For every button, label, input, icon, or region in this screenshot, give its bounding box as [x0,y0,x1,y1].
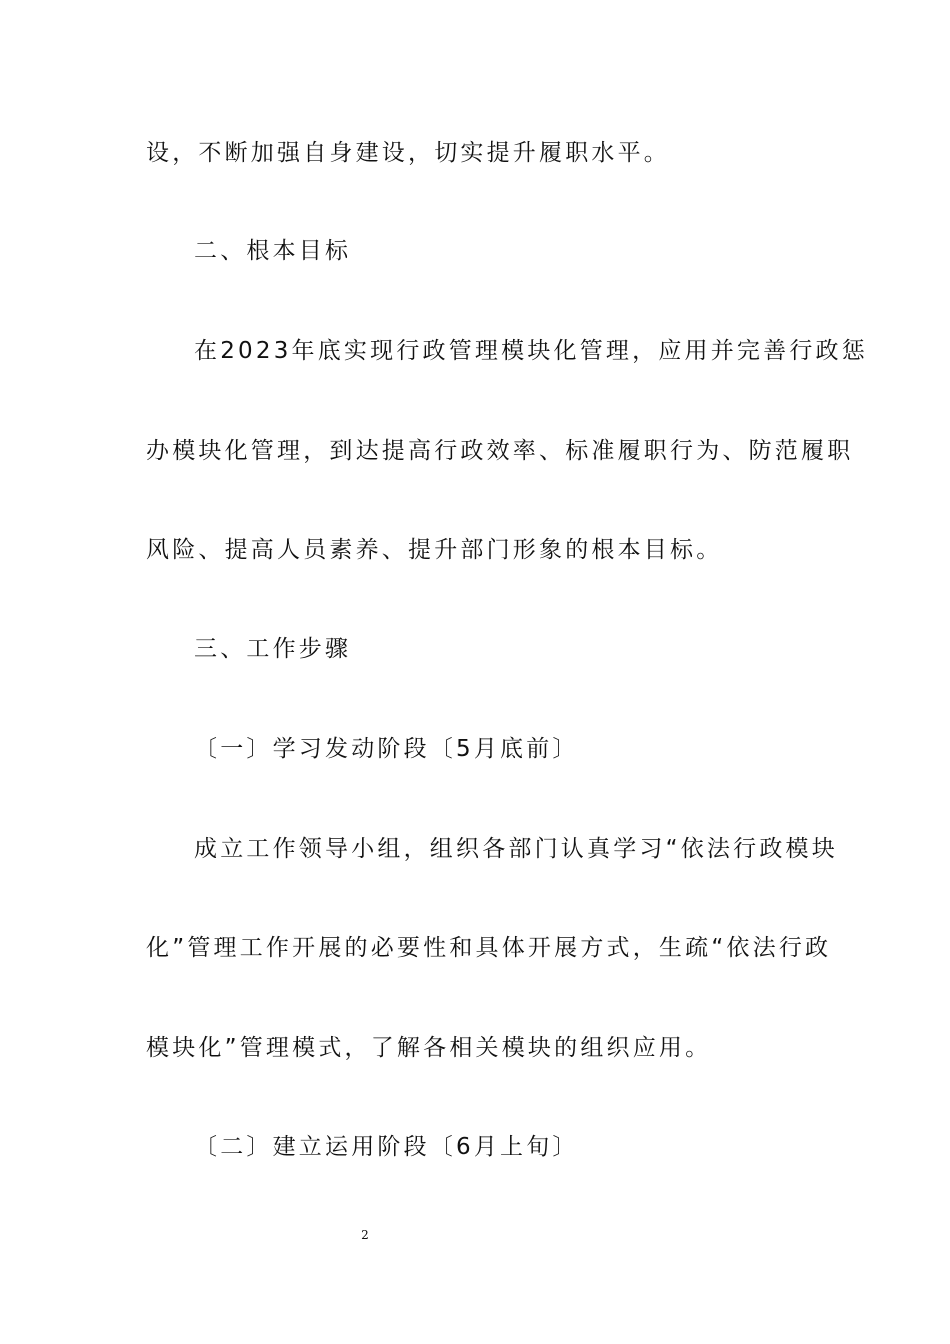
learning-paragraph-line-1: 成立工作领导小组，组织各部门认真学习“依法行政模块 [194,836,838,862]
goals-paragraph-line-3: 风险、提高人员素养、提升部门形象的根本目标。 [146,537,723,563]
page-number: 2 [361,1228,369,1242]
learning-paragraph-line-2: 化”管理工作开展的必要性和具体开展方式，生疏“依法行政 [146,935,832,961]
paragraph-continuation-line: 设，不断加强自身建设，切实提升履职水平。 [146,140,670,166]
section-heading-steps: 三、工作步骤 [194,636,352,662]
learning-paragraph-line-3: 模块化”管理模式，了解各相关模块的组织应用。 [146,1035,712,1061]
subsection-heading-establish-stage: 〔二〕建立运用阶段〔6月上旬〕 [194,1134,579,1160]
goals-paragraph-line-1: 在2023年底实现行政管理模块化管理，应用并完善行政惩 [194,338,868,364]
section-heading-goals: 二、根本目标 [194,238,352,264]
goals-paragraph-line-2: 办模块化管理，到达提高行政效率、标准履职行为、防范履职 [146,438,854,464]
subsection-heading-learning-stage: 〔一〕学习发动阶段〔5月底前〕 [194,736,579,762]
